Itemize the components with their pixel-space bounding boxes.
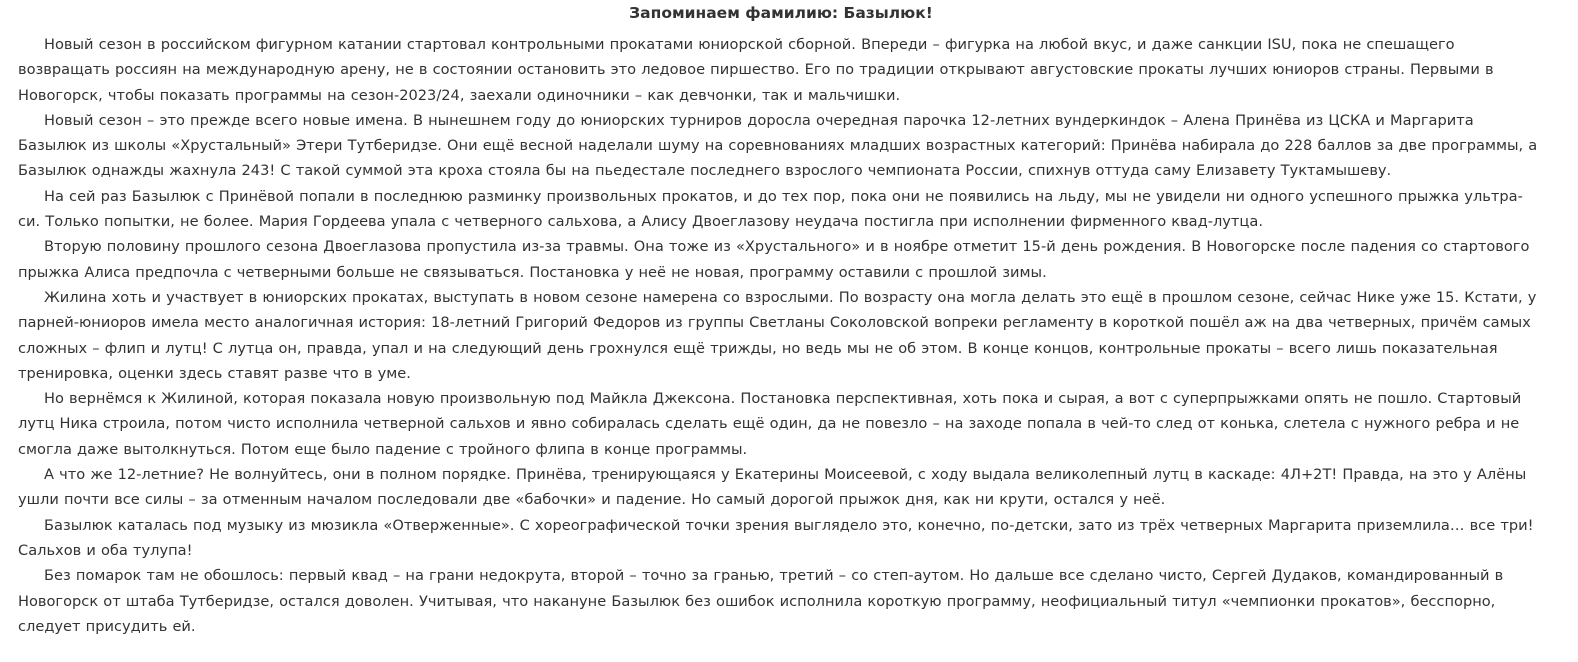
paragraph-2: Новый сезон – это прежде всего новые имена. В нынешнем году до юниорских турниров доросла очередная парочка 12-летних вундеркиндок – Алена Принёва из ЦСКА и Маргарита Базылюк из школы «Хрустальный» Этери Тутберидзе. Они ещё весной наделали шуму на соревнованиях младших возрастных категорий: Принёва набирала до 228 баллов за две программы, а Базылюк однажды жахнула 243! С такой суммой эта кроха стояла бы на пьедестале последнего взрослого чемпионата России, спихнув оттуда саму Елизавету Туктамышеву. (18, 111, 1538, 180)
paragraph-7: А что же 12-летние? Не волнуйтесь, они в полном порядке. Принёва, тренирующаяся у Екатерины Моисеевой, с ходу выдала великолепный лутц в каскаде: 4Л+2Т! Правда, на это у Алёны ушли почти все силы – за отменным началом последовали две «бабочки» и падение. Но самый дорогой прыжок дня, как ни крути, остался у неё. (18, 466, 1527, 509)
paragraph-5: Жилина хоть и участвует в юниорских прокатах, выступать в новом сезоне намерена со взрослыми. По возрасту она могла делать это ещё в прошлом сезоне, сейчас Нике уже 15. Кстати, у парней-юниоров имела место аналогичная история: 18-летний Григорий Федоров из группы Светланы Соколовской вопреки регламенту в короткой пошёл аж на два четверных, причём самых сложных – флип и лутц! С лутца он, правда, упал и на следующий день грохнулся ещё трижды, но ведь мы не об этом. В конце концов, контрольные прокаты – всего лишь показательная тренировка, оценки здесь ставят разве что в уме. (18, 288, 1537, 382)
paragraph-1: Новый сезон в российском фигурном катании стартовал контрольными прокатами юниорской сборной. Впереди – фигурка на любой вкус, и даже санкции ISU, пока не спешащего возвращать россиян на международную арену, не в состоянии остановить это ледовое пиршество. Его по традиции открывают августовские прокаты лучших юниоров страны. Первыми в Новогорск, чтобы показать программы на сезон-2023/24, заехали одиночники – как девчонки, так и мальчишки. (18, 36, 1494, 104)
paragraph-4: Вторую половину прошлого сезона Двоеглазова пропустила из-за травмы. Она тоже из «Хрустального» и в ноябре отметит 15-й день рождения. В Новогорске после падения со стартового прыжка Алиса предпочла с четверными больше не связываться. Постановка у неё не новая, программу оставили с прошлой зимы. (18, 238, 1530, 281)
paragraph-6: Но вернёмся к Жилиной, которая показала новую произвольную под Майкла Джексона. Постановка перспективная, хоть пока и сырая, а вот с суперпрыжками опять не пошло. Стартовый лутц Ника строила, потом чисто исполнила четверной сальхов и явно собиралась сделать ещё один, да не повезло – на заходе попала в чей-то след от конька, слетела с нужного ребра и не смогла даже вытолкнуться. Потом еще было падение с тройного флипа в конце программы. (18, 390, 1522, 458)
paragraph-9: Без помарок там не обошлось: первый квад – на грани недокрута, второй – точно за гранью, третий – со степ-аутом. Но дальше все сделано чисто, Сергей Дудаков, командированный в Новогорск от штаба Тутберидзе, остался доволен. Учитывая, что накануне Базылюк без ошибок исполнила короткую программу, неофициальный титул «чемпионки прокатов», бесспорно, следует присудить ей. (18, 567, 1504, 635)
paragraph-8: Базылюк каталась под музыку из мюзикла «Отверженные». С хореографической точки зрения выглядело это, конечно, по-детски, зато из трёх четверных Маргарита приземлила… все три! Сальхов и оба тулупа! (18, 516, 1534, 559)
paragraph-3: На сей раз Базылюк с Принёвой попали в последнюю разминку произвольных прокатов, и до тех пор, пока они не появились на льду, мы не увидели ни одного успешного прыжка ультра-си. Только попытки, не более. Мария Гордеева упала с четверного сальхова, а Алису Двоеглазову неудача постигла при исполнении фирменного квад-лутца. (18, 187, 1523, 231)
article-title: Запоминаем фамилию: Базылюк! (629, 4, 933, 22)
